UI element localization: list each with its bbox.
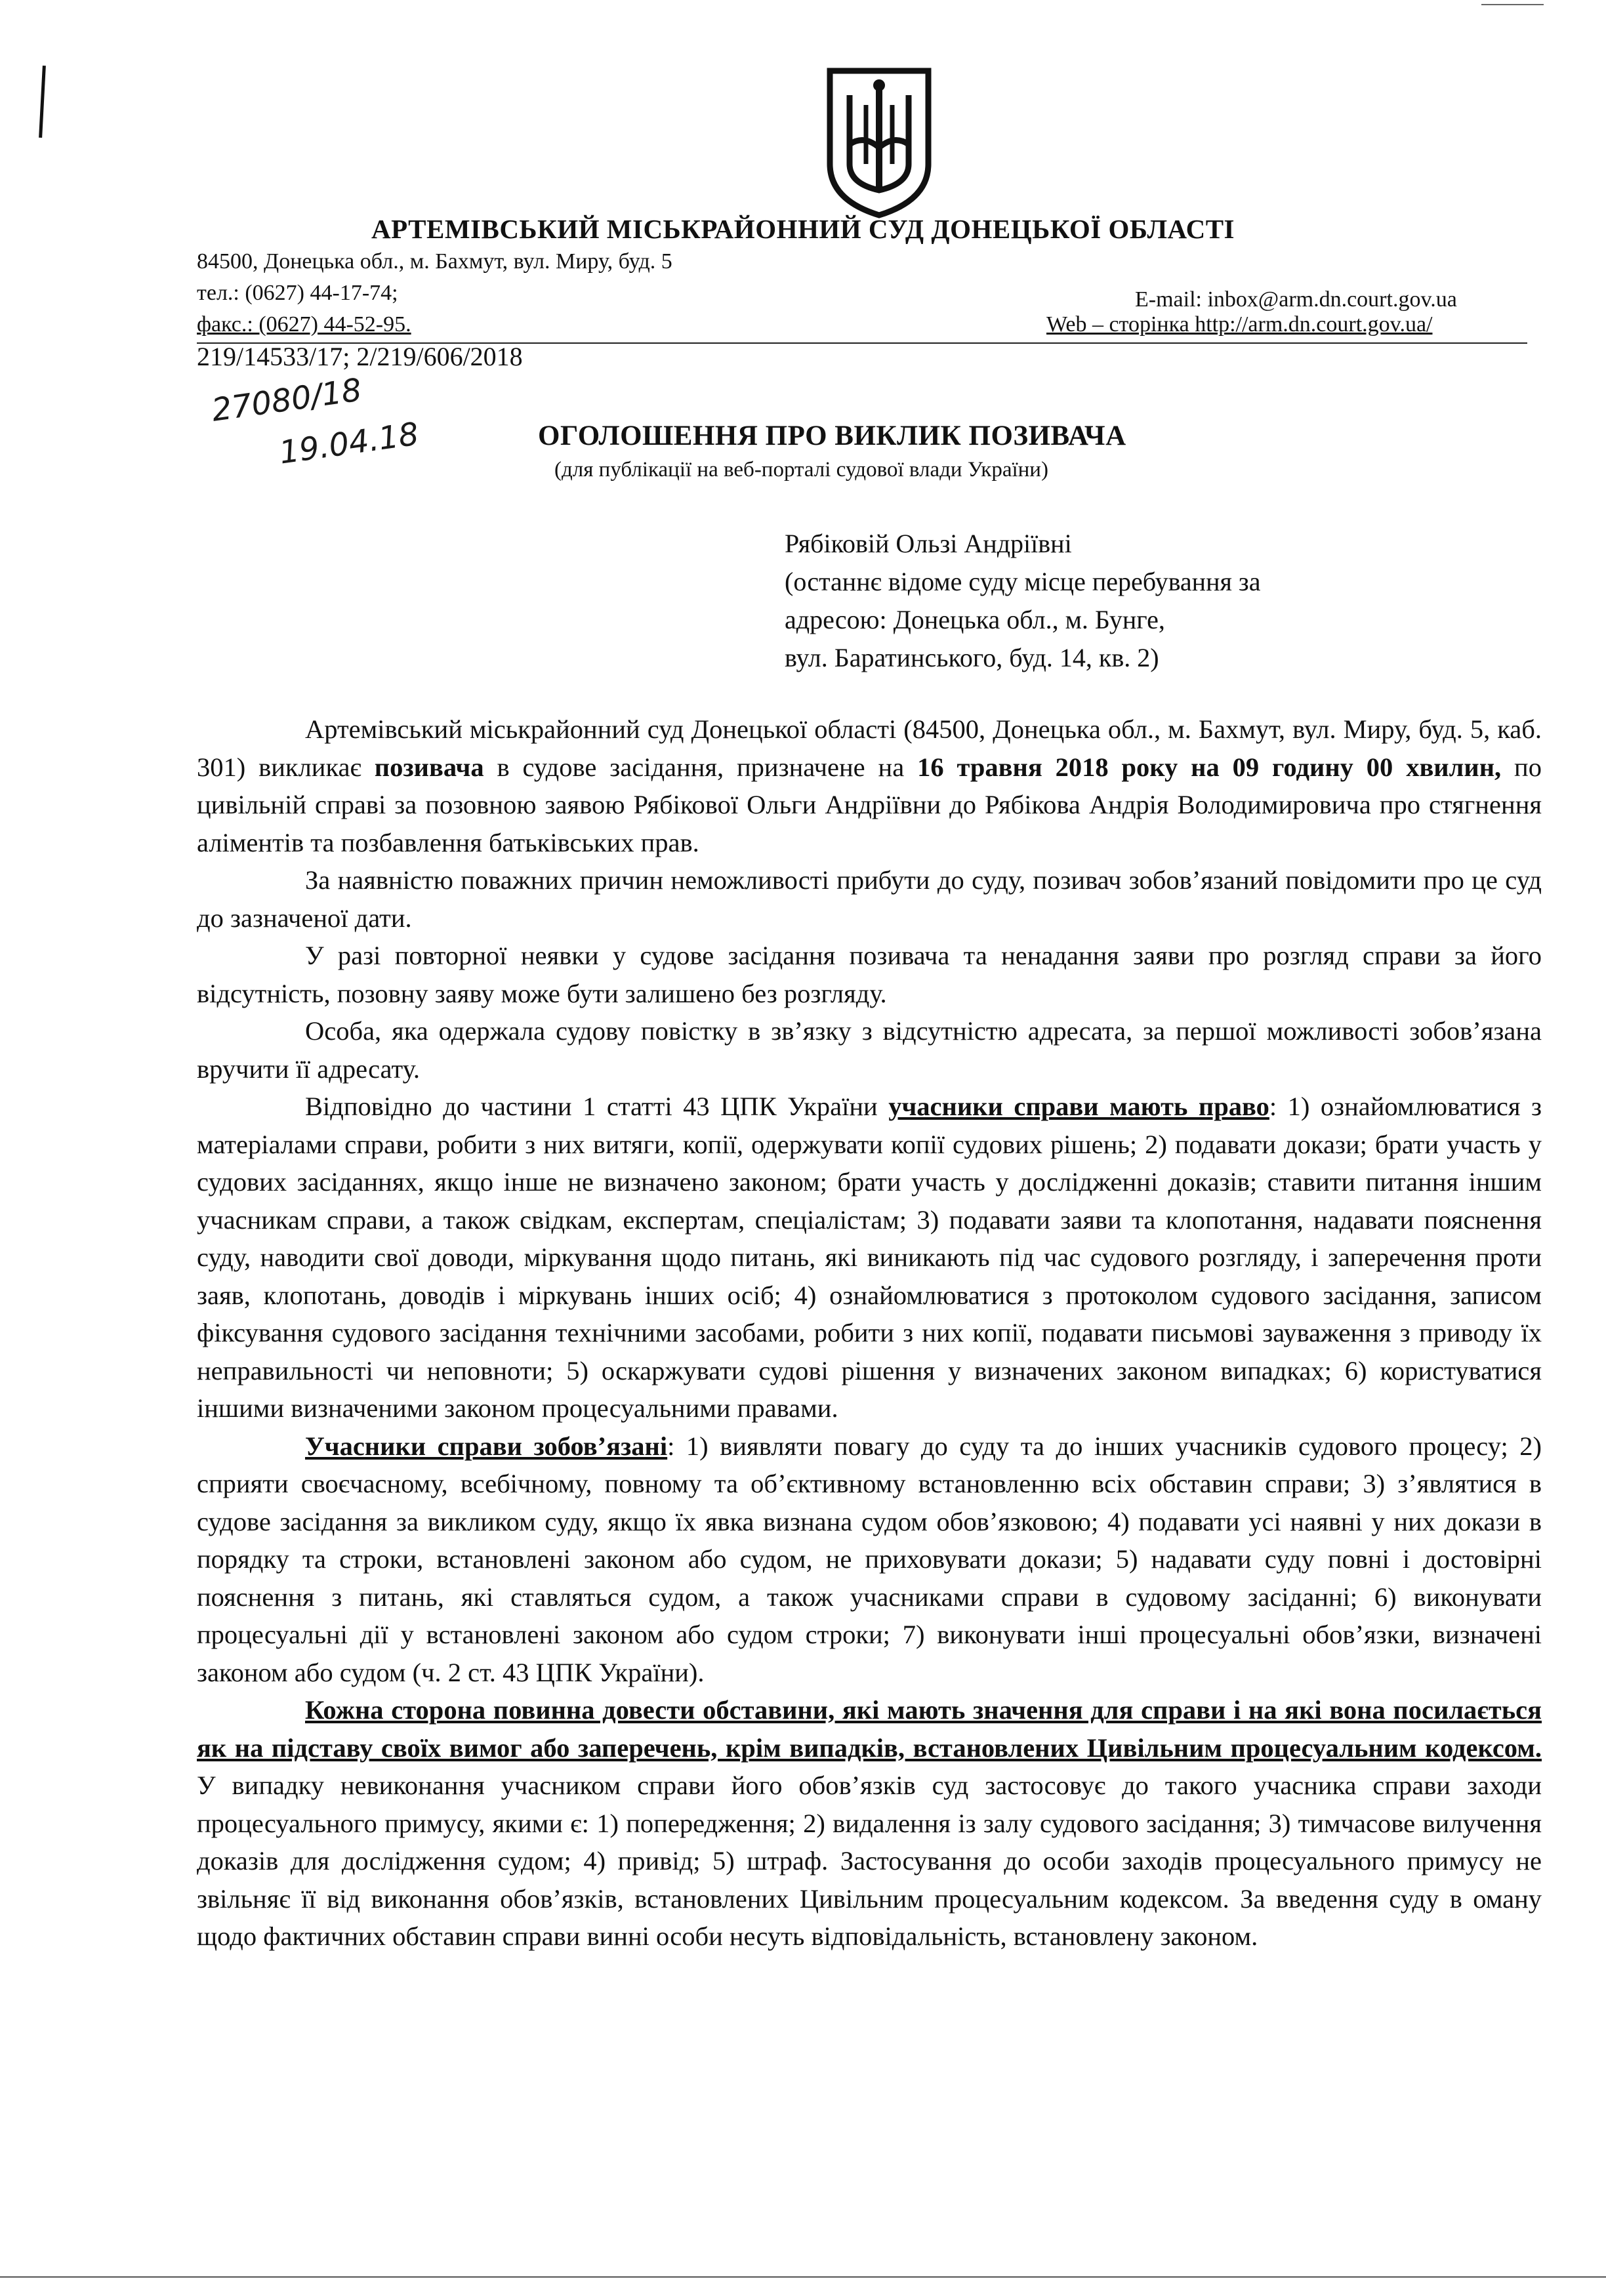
paragraph-participant-duties: Учасники справи зобов’язані: 1) виявляти повагу до суду та до інших учасників судового процесу; 2) сприяти своєчасному, всебічному, повному та об’єктивному встановленню всіх обставин справи; 3) з’являтися в судове засідання за викликом суду, якщо їх явка визнана судом обов’язковою; 4) подавати усі наявні у них докази в порядку та строки, встановлені законом або судом, не приховувати докази; 5) надавати суду повні і достовірні пояснення з питань, які ставляться судом, а також учасниками справи в судовому засіданні; 6) виконувати процесуальні дії у встановлені законом або судом строки; 7) виконувати інші процесуальні обов’язки, визначені законом або судом (ч. 2 ст. 43 ЦПК України). [197, 1431, 1542, 1687]
court-name: АРТЕМІВСЬКИЙ МІСЬКРАЙОННИЙ СУД ДОНЕЦЬКОЇ ОБЛАСТІ [371, 214, 1235, 244]
paragraph-non-appearance: У разі повторної неявки у судове засідання позивача та ненадання заяви про розгляд справи за його відсутність, позовну заяву може бути залишено без розгляду. [197, 941, 1542, 1008]
coat-of-arms-icon [823, 66, 935, 220]
handwritten-registration-number: 27080/18 [209, 371, 364, 429]
scan-corner-mark [1481, 4, 1544, 5]
scan-bottom-edge [0, 2276, 1606, 2278]
addressee-address-line: адресою: Донецька обл., м. Бунге, [785, 605, 1165, 634]
paragraph-notify-court: За наявністю поважних причин неможливості прибути до суду, позивач зобов’язаний повідомити про це суд до зазначеної дати. [197, 865, 1542, 933]
addressee-block [785, 525, 1260, 677]
paragraph-burden-of-proof: Кожна сторона повинна довести обставини, які мають значення для справи і на які вона посилається як на підставу своїх вимог або заперечень, крім випадків, встановлених Цивільним процесуальним кодексом. У випадку невиконання учасником справи його обов’язків суд застосовує до такого учасника справи заходи процесуального примусу, якими є: 1) попередження; 2) видалення із залу судового засідання; 3) тимчасове вилучення доказів для дослідження судом; 4) привід; 5) штраф. Застосування до особи заходів процесуального примусу не звільняє її від виконання обов’язків, встановлених Цивільним процесуальним кодексом. За введення суду в оману щодо фактичних обставин справи винні особи несуть відповідальність, встановлену законом. [197, 1695, 1542, 1951]
addressee-address-line: вул. Баратинського, буд. 14, кв. 2) [785, 643, 1159, 672]
paragraph-participant-rights: Відповідно до частини 1 статті 43 ЦПК України учасники справи мають право: 1) ознайомлюватися з матеріалами справи, робити з них витяги, копії, одержувати копії судових рішень; 2) подавати докази; брати участь у судових засіданнях, якщо інше не визначено законом; брати участь у дослідженні доказів; ставити питання іншим учасникам справи, а також свідкам, експертам, спеціалістам; 3) подавати заяви та клопотання, надавати пояснення суду, наводити свої доводи, міркування щодо питань, які виникають під час судового розгляду, і заперечення проти заяв, клопотань, доводів і міркувань інших осіб; 4) ознайомлюватися з протоколом судового засідання, записом фіксування судового засідання технічними засобами, робити з них копії, подавати письмові зауваження з приводу їх неправильності чи неповноти; 5) оскаржувати судові рішення у визначених законом випадках; 6) користуватися іншими визначеними законом процесуальними правами. [197, 1092, 1542, 1423]
paragraph-summons: Артемівський міськрайонний суд Донецької області (84500, Донецька обл., м. Бахмут, вул. Миру, буд. 5, каб. 301) викликає позивача в судове засідання, призначене на 16 травня 2018 року на 09 годину 00 хвилин, по цивільній справі за позовною заявою Рябікової Ольги Андріївни до Рябікова Андрія Володимировича про стягнення аліментів та позбавлення батьківських прав. [197, 714, 1542, 857]
court-fax: факс.: (0627) 44-52-95. [197, 312, 411, 337]
case-numbers: 219/14533/17; 2/219/606/2018 [197, 342, 523, 371]
margin-pen-mark [39, 66, 46, 138]
notice-body [197, 710, 1542, 1956]
document-title: ОГОЛОШЕННЯ ПРО ВИКЛИК ПОЗИВАЧА [538, 420, 1126, 451]
court-email: E-mail: inbox@arm.dn.court.gov.ua [1135, 287, 1457, 312]
document-subtitle: (для публікації на веб-порталі судової влади України) [554, 458, 1048, 482]
court-address: 84500, Донецька обл., м. Бахмут, вул. Миру, буд. 5 [197, 249, 672, 274]
addressee-name: Рябіковій Ользі Андріївні [785, 529, 1072, 558]
addressee-address-line: (останнє відоме суду місце перебування за [785, 567, 1261, 596]
handwritten-registration-date: 19.04.18 [277, 415, 421, 472]
court-web: Web – сторінка http://arm.dn.court.gov.ua/ [1046, 312, 1433, 337]
paragraph-summons-delivery: Особа, яка одержала судову повістку в зв’язку з відсутністю адресата, за першої можливості зобов’язана вручити її адресату. [197, 1016, 1542, 1084]
court-phone: тел.: (0627) 44-17-74; [197, 281, 398, 305]
